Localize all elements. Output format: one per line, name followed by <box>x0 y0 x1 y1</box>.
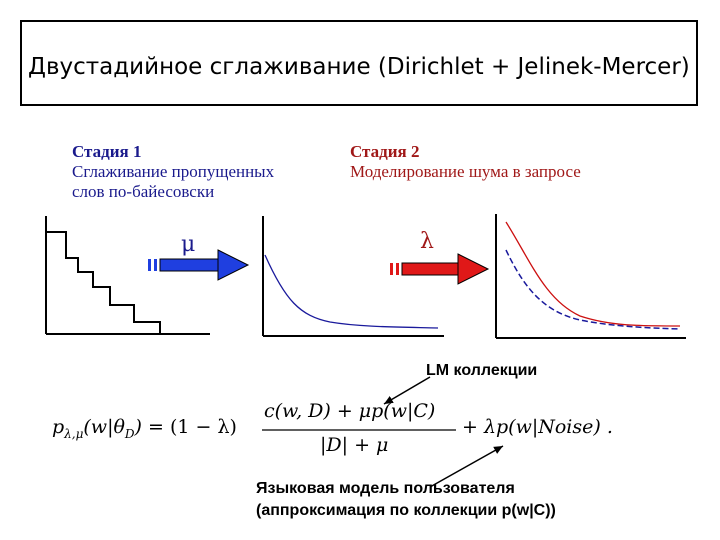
formula-lhs-close: ) <box>134 416 142 438</box>
user-model-label <box>256 478 556 522</box>
panel2-axes <box>263 216 444 336</box>
stage1-line2: слов по-байесовски <box>72 182 215 201</box>
lm-collection-label: LM коллекции <box>426 362 538 379</box>
panel3-red-curve <box>506 222 680 326</box>
formula-numerator: c(w, D) + μp(w|C) <box>264 400 436 422</box>
slide-title: Двустадийное сглаживание (Dirichlet + Jelinek-Mercer) <box>28 54 690 80</box>
stage2-line1: Моделирование шума в запросе <box>350 162 581 181</box>
stage1-heading: Стадия 1 <box>72 142 142 161</box>
lambda-symbol: λ <box>420 229 434 254</box>
formula-factor: = (1 − λ) <box>148 416 237 438</box>
formula-tail: + λp(w|Noise) . <box>462 416 613 438</box>
mu-symbol: μ <box>181 232 196 257</box>
formula-lhs-arg: (w|θ <box>83 416 125 438</box>
panel1-axes <box>46 216 210 334</box>
formula-lhs <box>52 416 237 441</box>
formula-lhs-sub: λ,μ <box>64 426 84 441</box>
formula-p: p <box>52 416 65 438</box>
user-model-line1: Языковая модель пользователя <box>256 480 515 497</box>
formula-denominator: |D| + μ <box>320 434 389 456</box>
formula-lhs-arg-sub: D <box>124 426 135 441</box>
user-model-line2: (аппроксимация по коллекции p(w|C)) <box>256 502 556 519</box>
panel1-step-curve <box>46 232 160 334</box>
blue-arrow-icon <box>148 250 248 280</box>
panel3-blue-dashed-curve <box>506 250 680 329</box>
stage2-heading: Стадия 2 <box>350 142 420 161</box>
red-arrow-icon <box>390 254 488 284</box>
stage1-line1: Сглаживание пропущенных <box>72 162 275 181</box>
